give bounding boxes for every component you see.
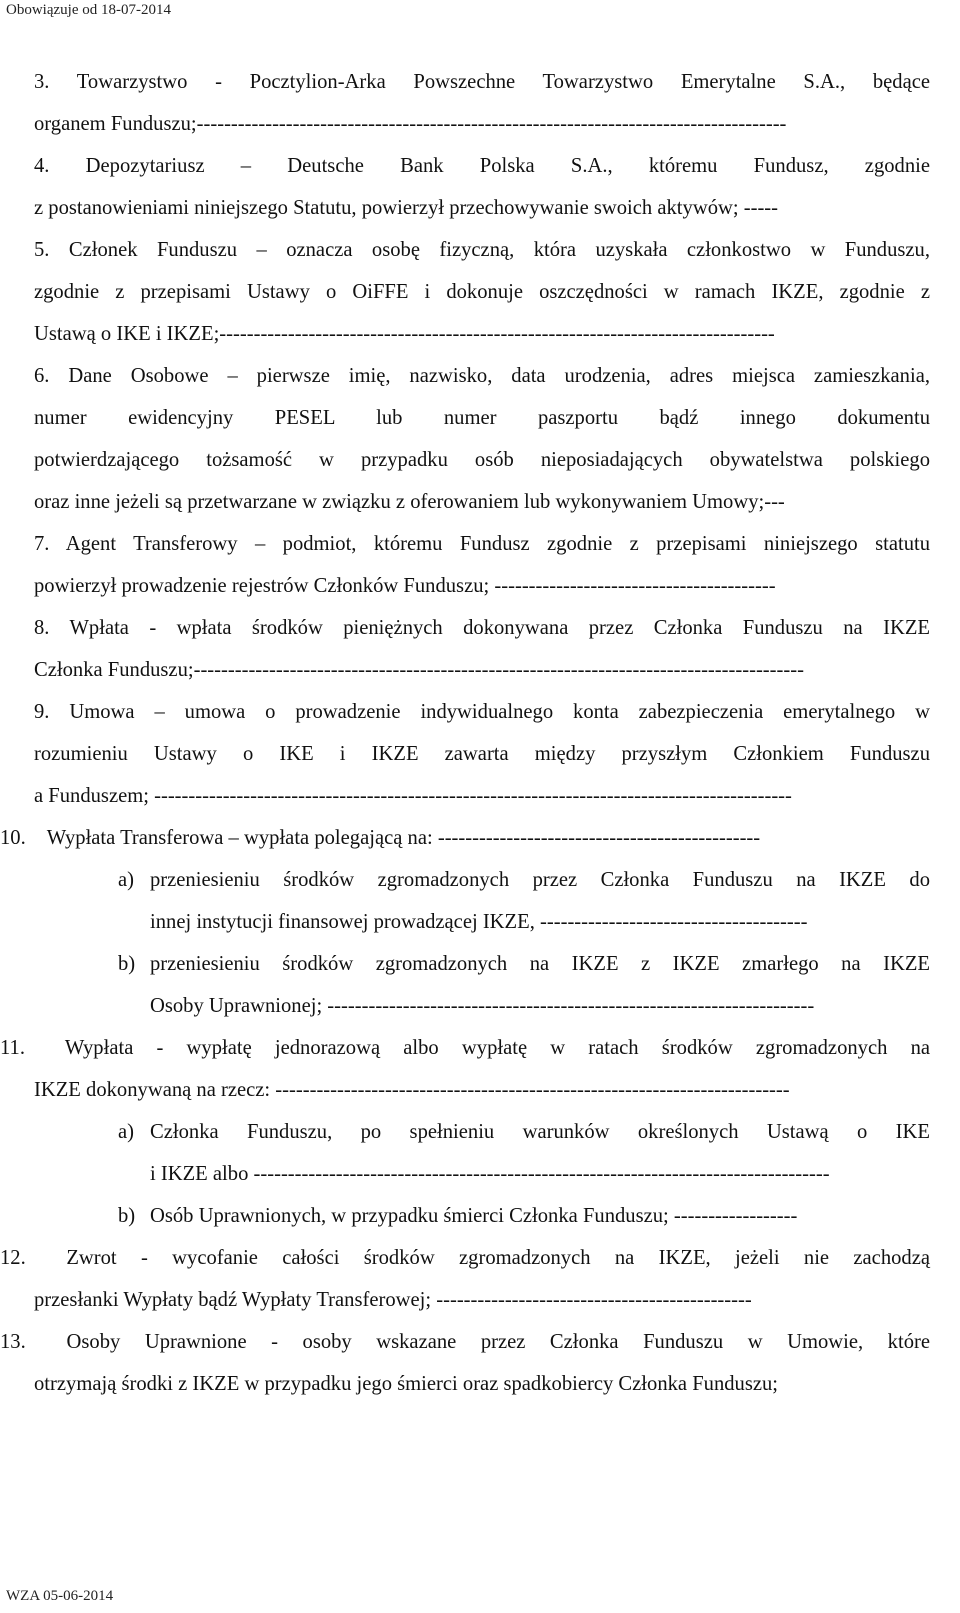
item-line: Towarzystwo - Pocztylion-Arka Powszechne Towarzystwo Emerytalne S.A., będące	[76, 71, 931, 93]
sub-item-10a	[34, 859, 930, 943]
definition-item-4	[34, 145, 930, 229]
sub-item-line: Osób Uprawnionych, w przypadku śmierci Członka Funduszu; ------------------	[150, 1205, 798, 1227]
sub-item-11b	[34, 1195, 930, 1237]
item-line: Członka Funduszu;-----------------------------------------------------------------------------------------	[34, 659, 804, 681]
definition-item-12	[0, 1237, 930, 1321]
item-number: 4.	[34, 155, 50, 177]
item-line: Wypłata Transferowa – wypłata polegającą na: -----------------------------------------------	[46, 827, 761, 849]
definition-item-10	[0, 817, 930, 1027]
item-line: oraz inne jeżeli są przetwarzane w związku z oferowaniem lub wykonywaniem Umowy;---	[34, 491, 785, 513]
item-line: Wypłata - wypłatę jednorazową albo wypłatę w ratach środków zgromadzonych na	[64, 1037, 931, 1059]
item-line: a Funduszem; ---------------------------------------------------------------------------------------------	[34, 785, 792, 807]
item-line: numer ewidencyjny PESEL lub numer paszportu bądź innego dokumentu	[34, 407, 930, 429]
sub-item-line: przeniesieniu środków zgromadzonych na IKZE z IKZE zmarłego na IKZE	[150, 953, 930, 975]
item-number: 12.	[0, 1247, 26, 1269]
definition-item-11	[0, 1027, 931, 1237]
item-line: Ustawą o IKE i IKZE;---------------------------------------------------------------------------------	[34, 323, 775, 345]
item-number: 11.	[0, 1037, 25, 1059]
item-number: 9.	[34, 701, 50, 723]
item-line: potwierdzającego tożsamość w przypadku osób nieposiadających obywatelstwa polskiego	[34, 449, 930, 471]
item-line: otrzymają środki z IKZE w przypadku jego śmierci oraz spadkobiercy Członka Funduszu;	[34, 1373, 779, 1395]
sub-item-letter: b)	[118, 953, 136, 975]
sub-item-line: i IKZE albo ------------------------------------------------------------------------------------	[150, 1163, 830, 1185]
item-number: 13.	[0, 1331, 26, 1353]
sub-item-10b	[34, 943, 930, 1027]
page-header-date: Obowiązuje od 18-07-2014	[6, 2, 171, 18]
item-line: Członek Funduszu – oznacza osobę fizyczną, która uzyskała członkostwo w Funduszu,	[68, 239, 930, 261]
definition-item-5	[34, 229, 930, 355]
item-line: Agent Transferowy – podmiot, któremu Fundusz zgodnie z przepisami niniejszego statutu	[65, 533, 931, 555]
item-line: Umowa – umowa o prowadzenie indywidualnego konta zabezpieczenia emerytalnego w	[69, 701, 930, 723]
item-line: Osoby Uprawnione - osoby wskazane przez Członka Funduszu w Umowie, które	[66, 1331, 930, 1353]
definition-item-7	[34, 523, 930, 607]
document-body	[0, 61, 931, 1405]
item-number: 3.	[34, 71, 50, 93]
item-line: powierzył prowadzenie rejestrów Członków Funduszu; -----------------------------------------	[34, 575, 776, 597]
item-number: 7.	[34, 533, 50, 555]
sub-item-line: innej instytucji finansowej prowadzącej IKZE, ---------------------------------------	[150, 911, 808, 933]
sub-item-letter: a)	[118, 1121, 134, 1143]
sub-item-letter: b)	[118, 1205, 136, 1227]
item-number: 8.	[34, 617, 50, 639]
item-line: rozumieniu Ustawy o IKE i IKZE zawarta między przyszłym Członkiem Funduszu	[34, 743, 930, 765]
definition-item-8	[34, 607, 930, 691]
item-line: IKZE dokonywaną na rzecz: ---------------------------------------------------------------------------	[34, 1079, 790, 1101]
page-footer-date: WZA 05-06-2014	[6, 1588, 114, 1604]
sub-item-line: Członka Funduszu, po spełnieniu warunków określonych Ustawą o IKE	[150, 1121, 930, 1143]
definition-item-9	[34, 691, 930, 817]
sub-item-line: przeniesieniu środków zgromadzonych przez Członka Funduszu na IKZE do	[150, 869, 930, 891]
item-line: Zwrot - wycofanie całości środków zgromadzonych na IKZE, jeżeli nie zachodzą	[66, 1247, 930, 1269]
definition-item-6	[34, 355, 930, 523]
item-number: 6.	[34, 365, 50, 387]
item-line: zgodnie z przepisami Ustawy o OiFFE i dokonuje oszczędności w ramach IKZE, zgodnie z	[34, 281, 930, 303]
item-number: 10.	[0, 827, 26, 849]
item-line: Wpłata - wpłata środków pieniężnych dokonywana przez Członka Funduszu na IKZE	[69, 617, 930, 639]
item-line: z postanowieniami niniejszego Statutu, powierzył przechowywanie swoich aktywów; -----	[34, 197, 779, 219]
sub-item-letter: a)	[118, 869, 134, 891]
definition-item-3	[34, 61, 930, 145]
item-line: Depozytariusz – Deutsche Bank Polska S.A., któremu Fundusz, zgodnie	[85, 155, 930, 177]
definition-item-13	[0, 1321, 930, 1405]
sub-item-line: Osoby Uprawnionej; -----------------------------------------------------------------------	[150, 995, 815, 1017]
sub-item-11a	[34, 1111, 930, 1195]
item-line: Dane Osobowe – pierwsze imię, nazwisko, data urodzenia, adres miejsca zamieszkania,	[68, 365, 930, 387]
item-number: 5.	[34, 239, 50, 261]
item-line: przesłanki Wypłaty bądź Wypłaty Transferowej; ----------------------------------------------	[34, 1289, 752, 1311]
item-line: organem Funduszu;--------------------------------------------------------------------------------------	[34, 113, 787, 135]
